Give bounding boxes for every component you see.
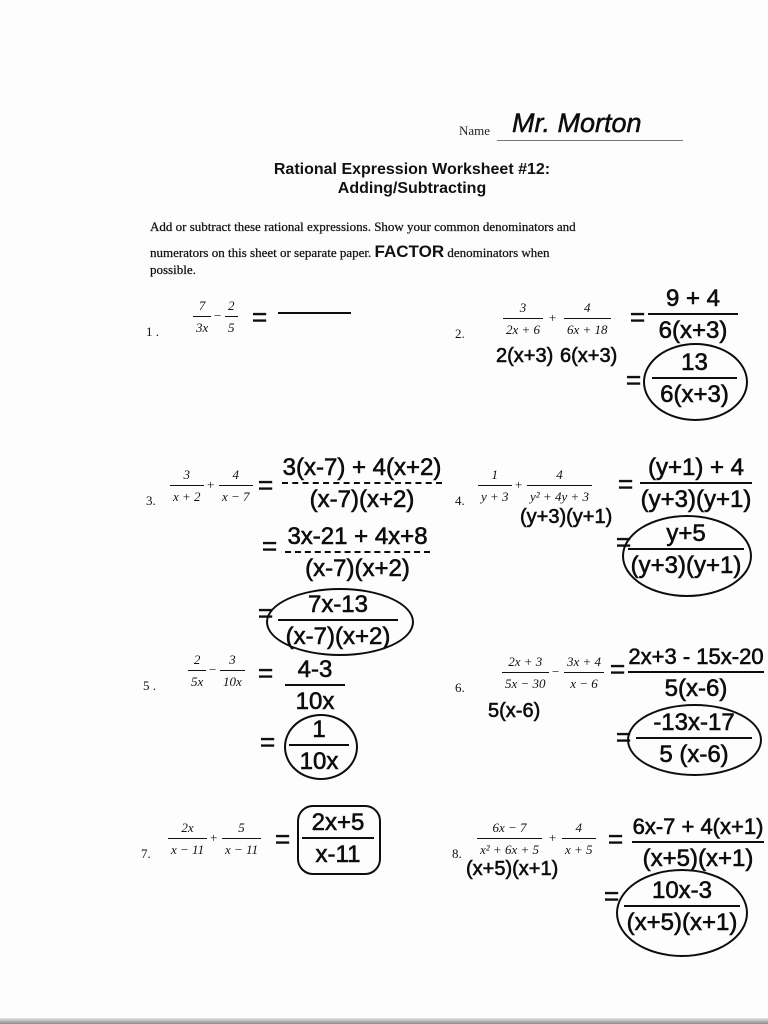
handwritten-fraction-bar (632, 841, 764, 843)
operator: − (552, 664, 560, 679)
numerator: 5 (238, 820, 245, 835)
fraction-bar (188, 670, 206, 671)
answer-blank-line (278, 312, 351, 314)
handwritten-fraction-bar (628, 548, 744, 550)
fraction (219, 467, 253, 504)
operator: + (549, 310, 557, 325)
handwritten-answer-fraction (636, 710, 752, 768)
handwritten-step-fraction (285, 524, 430, 582)
handwritten-numerator: 13 (681, 349, 708, 376)
handwritten-step-fraction (285, 657, 345, 715)
numerator: 4 (575, 820, 583, 835)
fraction (220, 652, 245, 689)
operator: + (549, 830, 557, 845)
instructions-line-2 (150, 243, 550, 262)
handwritten-fraction-bar (278, 619, 398, 621)
handwritten-equals: = (610, 654, 626, 684)
handwritten-numerator: 3(x-7) + 4(x+2) (282, 454, 442, 481)
fraction-bar (219, 485, 253, 486)
fraction (168, 820, 207, 857)
fraction-bar (222, 838, 261, 839)
handwritten-answer-fraction (302, 810, 374, 868)
fraction-bar (477, 838, 542, 839)
fraction-bar (225, 316, 238, 317)
handwritten-numerator: 3x-21 + 4x+8 (287, 523, 428, 550)
handwritten-fraction-bar (628, 671, 764, 673)
denominator: x² + 6x + 5 (480, 842, 539, 857)
operator: + (515, 477, 523, 492)
fraction (502, 654, 549, 691)
numerator: 3x + 4 (567, 654, 602, 669)
fraction-bar (220, 670, 245, 671)
fraction (503, 300, 543, 337)
handwritten-denominator: (y+3)(y+1) (630, 552, 742, 579)
fraction (562, 820, 596, 857)
handwritten-step-fraction (648, 286, 738, 344)
numerator: 3 (519, 300, 527, 315)
fraction-bar (478, 485, 512, 486)
worksheet-subtitle: Adding/Subtracting (337, 180, 487, 197)
handwritten-denominator: (x+5)(x+1) (626, 909, 738, 936)
numerator: 4 (232, 467, 240, 482)
handwritten-factored-denominator: (y+3)(y+1) (520, 506, 613, 528)
problem-number: 7. (141, 846, 151, 861)
numerator: 7 (198, 298, 206, 313)
problem-number: 4. (455, 493, 465, 508)
numerator: 2x (181, 820, 194, 835)
fraction (477, 820, 542, 857)
handwritten-denominator: 6(x+3) (658, 317, 728, 344)
handwritten-equals: = (618, 469, 634, 499)
numerator: 4 (584, 300, 591, 315)
denominator: 6x + 18 (567, 322, 608, 337)
handwritten-numerator: (y+1) + 4 (647, 454, 745, 481)
handwritten-step-fraction (632, 814, 764, 872)
handwritten-equals: = (260, 727, 276, 757)
handwritten-numerator: 2x+5 (311, 809, 365, 836)
handwritten-step-fraction (640, 455, 752, 513)
handwritten-equals: = (604, 881, 620, 911)
denominator: x − 6 (570, 676, 598, 691)
fraction-bar (564, 672, 604, 673)
name-underline (497, 140, 683, 141)
handwritten-answer-fraction (278, 592, 398, 650)
handwritten-denominator: (y+3)(y+1) (640, 486, 752, 513)
handwritten-fraction-bar (289, 744, 349, 746)
handwritten-equals: = (262, 531, 278, 561)
denominator: 5x − 30 (505, 676, 546, 691)
problem-number: 8. (452, 846, 462, 861)
handwritten-step-fraction (282, 455, 442, 513)
fraction (564, 654, 604, 691)
handwritten-denominator: (x-7)(x+2) (309, 486, 415, 513)
handwritten-numerator: 7x-13 (307, 591, 369, 618)
handwritten-numerator: 1 (312, 716, 326, 743)
problem-number: 3. (146, 493, 156, 508)
handwritten-numerator: 2x+3 - 15x-20 (628, 644, 764, 669)
problem-number: 5 . (143, 678, 156, 693)
handwritten-denominator: x-11 (315, 841, 361, 868)
handwritten-fraction-bar (624, 905, 740, 907)
denominator: x − 7 (222, 489, 250, 504)
fraction (193, 298, 211, 335)
numerator: 4 (556, 467, 563, 482)
fraction (188, 652, 206, 689)
denominator: 5 (228, 320, 235, 335)
handwritten-equals: = (616, 527, 632, 557)
numerator: 2 (193, 652, 201, 667)
handwritten-denominator: 10x (299, 748, 339, 775)
problem-number: 6. (455, 680, 465, 695)
handwritten-factored-denominator: 6(x+3) (560, 345, 618, 367)
handwritten-answer-fraction (652, 350, 737, 408)
handwritten-factored-denominator: 2(x+3) (496, 345, 554, 367)
handwritten-answer-fraction (624, 878, 740, 936)
handwritten-answer-fraction (628, 521, 744, 579)
handwritten-denominator: (x-7)(x+2) (305, 555, 410, 582)
denominator: x − 11 (225, 842, 259, 857)
denominator: 2x + 6 (506, 322, 541, 337)
numerator: 2x + 3 (508, 654, 543, 669)
denominator: 5x (191, 674, 204, 689)
handwritten-fraction-bar (648, 313, 738, 315)
handwritten-denominator: 5 (x-6) (659, 741, 729, 768)
worksheet-title: Rational Expression Worksheet #12: (273, 161, 551, 178)
handwritten-fraction-bar (636, 737, 752, 739)
problem-number: 2. (455, 326, 465, 341)
operator: + (207, 477, 215, 492)
handwritten-equals: = (630, 302, 646, 332)
operator: + (210, 830, 218, 845)
handwritten-equals: = (252, 302, 268, 332)
fraction (564, 300, 611, 337)
handwritten-fraction-bar (285, 684, 345, 686)
handwritten-denominator: 5(x-6) (664, 675, 728, 702)
fraction-bar (562, 838, 596, 839)
fraction (170, 467, 204, 504)
handwritten-fraction-bar (640, 482, 752, 484)
handwritten-numerator: -13x-17 (653, 709, 735, 736)
operator: − (214, 308, 222, 323)
fraction (222, 820, 261, 857)
denominator: x + 2 (173, 489, 201, 504)
fraction-bar (502, 672, 549, 673)
instructions-line-3: possible. (150, 262, 196, 277)
scan-edge-shadow (0, 1018, 768, 1024)
handwritten-denominator: 10x (295, 688, 335, 715)
handwritten-denominator: 6(x+3) (660, 381, 729, 408)
numerator: 2 (228, 298, 235, 313)
numerator: 3 (229, 652, 236, 667)
instructions-text: denominators when (447, 245, 550, 260)
handwritten-fraction-bar (282, 482, 442, 484)
name-label: Name (459, 123, 491, 138)
fraction (478, 467, 512, 504)
handwritten-answer-fraction (289, 717, 349, 775)
handwritten-numerator: y+5 (666, 520, 706, 547)
operator: − (209, 662, 217, 677)
handwritten-equals: = (626, 365, 642, 395)
fraction (527, 467, 592, 504)
numerator: 3 (183, 467, 191, 482)
handwritten-numerator: 10x-3 (651, 877, 713, 904)
numerator: 1 (491, 467, 499, 482)
fraction-bar (168, 838, 207, 839)
handwritten-numerator: 4-3 (297, 656, 333, 683)
handwritten-equals: = (275, 824, 291, 854)
denominator: x + 5 (565, 842, 593, 857)
handwritten-denominator: (x+5)(x+1) (642, 845, 754, 872)
handwritten-fraction-bar (652, 377, 737, 379)
handwritten-factored-denominator: (x+5)(x+1) (466, 858, 559, 880)
fraction-bar (503, 318, 543, 319)
problem-number: 1 . (146, 324, 159, 339)
handwritten-equals: = (616, 722, 632, 752)
denominator: 10x (223, 674, 242, 689)
handwritten-equals: = (258, 658, 274, 688)
fraction-bar (527, 485, 592, 486)
fraction (225, 298, 238, 335)
handwritten-equals: = (608, 824, 624, 854)
numerator: 6x − 7 (492, 820, 527, 835)
denominator: 3x (196, 320, 209, 335)
instructions-line-1: Add or subtract these rational expressions. Show your common denominators and (150, 219, 576, 234)
denominator: y² + 4y + 3 (530, 489, 589, 504)
handwritten-step-fraction (628, 644, 764, 702)
fraction-bar (193, 316, 211, 317)
handwritten-factored-denominator: 5(x-6) (488, 700, 541, 722)
handwritten-equals: = (258, 470, 274, 500)
instructions-text: numerators on this sheet or separate paper. (150, 245, 372, 260)
denominator: y + 3 (481, 489, 509, 504)
student-name-handwritten: Mr. Morton (512, 108, 642, 138)
handwritten-fraction-bar (285, 551, 430, 553)
fraction-bar (564, 318, 611, 319)
handwritten-fraction-bar (302, 837, 374, 839)
handwritten-denominator: (x-7)(x+2) (285, 623, 391, 650)
handwritten-equals: = (258, 598, 274, 628)
instructions-factor-emphasis: FACTOR (374, 242, 445, 261)
fraction-bar (170, 485, 204, 486)
handwritten-numerator: 9 + 4 (665, 285, 721, 312)
denominator: x − 11 (171, 842, 205, 857)
handwritten-numerator: 6x-7 + 4(x+1) (632, 814, 764, 839)
